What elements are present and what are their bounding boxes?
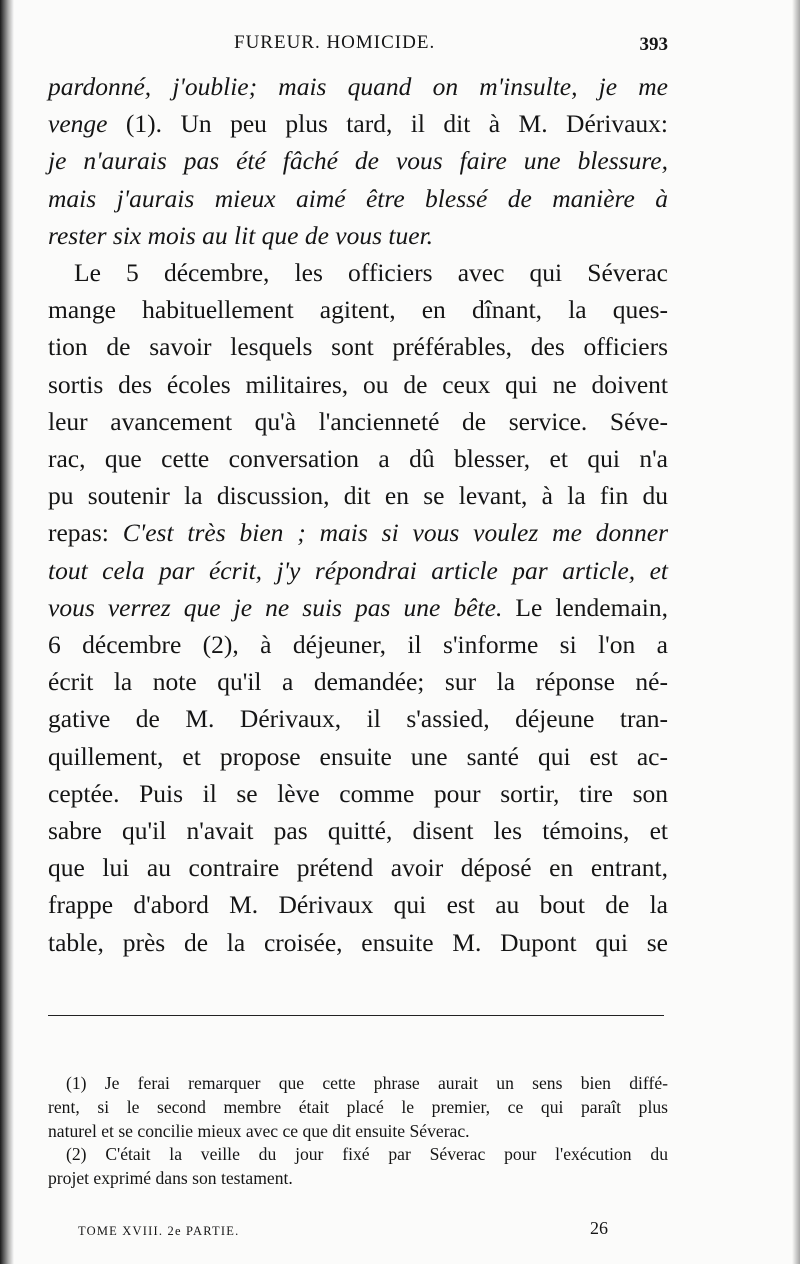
text-line: [48, 886, 668, 923]
text-line: [48, 366, 668, 403]
text-run: écrit la note qu'il a demandée; sur la réponse né-: [48, 667, 668, 697]
text-run: gative de M. Dérivaux, il s'assied, déjeune tran-: [48, 704, 668, 734]
text-run: Le 5 décembre, les officiers avec qui Séverac: [74, 258, 668, 288]
footnote-line: projet exprimé dans son testament.: [48, 1168, 293, 1189]
text-run: quillement, et propose ensuite une santé qui est ac-: [48, 741, 668, 771]
text-line: [48, 626, 668, 663]
footnote-2: (2) C'était la veille du jour fixé par Séverac pour l'exécution du: [66, 1144, 668, 1165]
text-line: [48, 589, 668, 626]
text-run: que lui au contraire prétend avoir déposé en entrant,: [48, 853, 668, 883]
text-run: table, près de la croisée, ensuite M. Dupont qui se: [48, 927, 668, 957]
text-run: repas:: [48, 518, 123, 548]
running-head: FUREUR. HOMICIDE.: [234, 32, 436, 53]
text-line: [48, 552, 668, 589]
text-run: vous verrez que je ne suis pas une bête.: [48, 592, 503, 622]
text-line: [48, 477, 668, 514]
text-run: tion de savoir lesquels sont préférables, des officiers: [48, 332, 668, 362]
footnotes: [48, 1072, 668, 1191]
text-run: mais j'aurais mieux aimé être blessé de manière à: [48, 183, 668, 213]
body-text: [48, 68, 668, 961]
text-line: [48, 291, 668, 328]
text-line: [48, 180, 668, 217]
page-footer: [78, 1218, 608, 1242]
text-run: rac, que cette conversation a dû blesser, et qui n'a: [48, 444, 668, 474]
text-run: sortis des écoles militaires, ou de ceux qui ne doivent: [48, 369, 668, 399]
text-run: frappe d'abord M. Dérivaux qui est au bout de la: [48, 890, 668, 920]
paragraph-first-line: [48, 254, 668, 291]
footnote-line: rent, si le second membre était placé le premier, ce qui paraît plus: [48, 1096, 668, 1117]
text-run: pu soutenir la discussion, dit en se levant, à la fin du: [48, 481, 668, 511]
text-line: [48, 403, 668, 440]
text-line: [48, 217, 668, 254]
text-line: [48, 328, 668, 365]
text-line: [48, 440, 668, 477]
text-run: 6 décembre (2), à déjeuner, il s'informe si l'on a: [48, 630, 668, 660]
text-run: je n'aurais pas été fâché de vous faire une blessure,: [48, 146, 668, 176]
text-line: [48, 105, 668, 142]
text-run: (1). Un peu plus tard, il dit à M. Dérivaux:: [107, 109, 668, 139]
text-run: Le lendemain,: [502, 592, 668, 622]
text-run: leur avancement qu'à l'ancienneté de service. Séve-: [48, 406, 668, 436]
text-line: [48, 775, 668, 812]
footnote-separator: [48, 1015, 664, 1016]
text-run: sabre qu'il n'avait pas quitté, disent les témoins, et: [48, 816, 668, 846]
printer-signature: TOME XVIII. 2e PARTIE.: [78, 1224, 240, 1238]
text-line: [48, 738, 668, 775]
text-line: [48, 142, 668, 179]
signature-number: 26: [590, 1218, 608, 1238]
text-run: venge: [48, 109, 108, 139]
text-line: [48, 68, 668, 105]
footnote-1: (1) Je ferai remarquer que cette phrase aurait un sens bien diffé-: [66, 1073, 668, 1093]
text-line: [48, 849, 668, 886]
text-run: rester six mois au lit que de vous tuer.: [48, 220, 434, 250]
text-line: [48, 812, 668, 849]
footnote-line: naturel et se concilie mieux avec ce que dit ensuite Séverac.: [48, 1120, 470, 1141]
text-line: [48, 514, 668, 551]
text-run: ceptée. Puis il se lève comme pour sortir, tire son: [48, 778, 668, 808]
text-run: mange habituellement agitent, en dînant, la ques-: [48, 295, 668, 325]
text-line: [48, 663, 668, 700]
text-line: [48, 700, 668, 737]
text-run: tout cela par écrit, j'y répondrai article par article, et: [48, 555, 668, 585]
page-number: 393: [639, 34, 668, 55]
text-line: [48, 924, 668, 961]
text-run: C'est très bien ; mais si vous voulez me donner: [122, 518, 668, 548]
text-run: pardonné, j'oublie; mais quand on m'insulte, je me: [48, 72, 668, 101]
page-header: [48, 32, 668, 62]
